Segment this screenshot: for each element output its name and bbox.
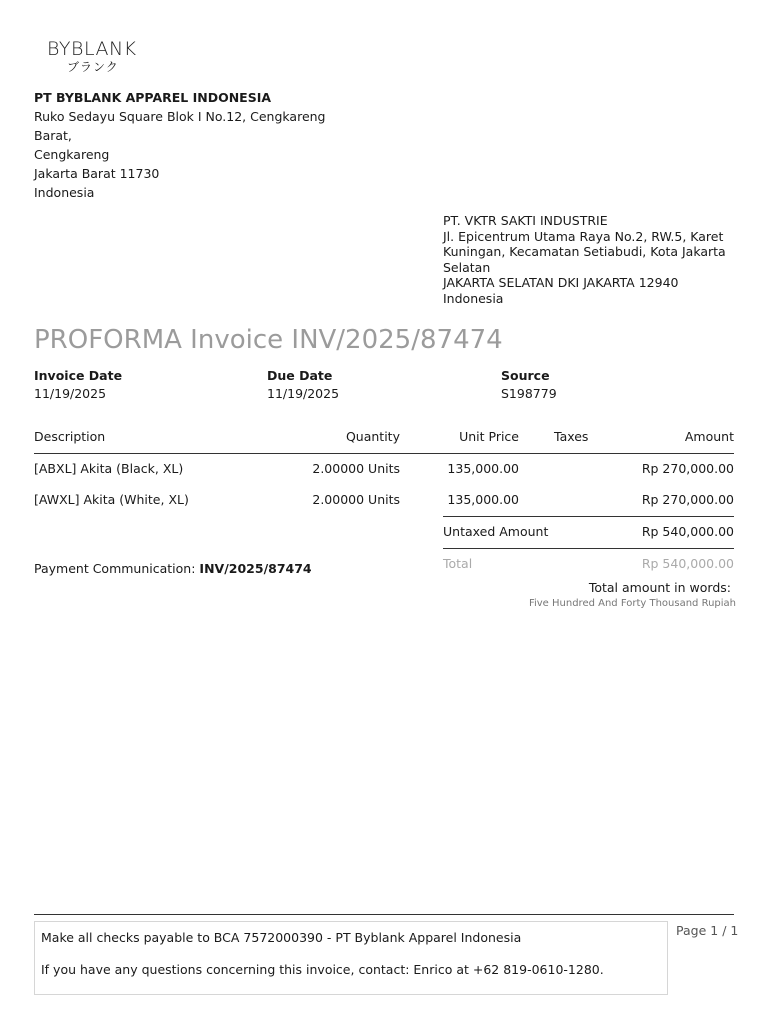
page-total: 1: [730, 923, 739, 938]
total-label: Total: [443, 556, 473, 571]
page-number: [676, 923, 738, 938]
company-name: PT BYBLANK APPAREL INDONESIA: [34, 90, 272, 105]
footer-contact-note: If you have any questions concerning this invoice, contact: Enrico at +62 819-0610-1280.: [41, 962, 604, 977]
payment-communication: [34, 561, 312, 576]
line-item-description: [ABXL] Akita (Black, XL): [34, 461, 184, 476]
company-logo-subtitle: ブランク: [67, 60, 119, 74]
due-date-value: 11/19/2025: [267, 386, 340, 401]
column-header-unit-price: Unit Price: [459, 429, 519, 444]
invoice-date-label: Invoice Date: [34, 368, 123, 383]
page-separator: /: [722, 923, 727, 938]
company-logo: BYBLANK: [47, 38, 137, 60]
page-label: Page: [676, 923, 707, 938]
due-date-block: [267, 367, 339, 403]
table-header-divider: [34, 453, 734, 454]
line-item-quantity: 2.00000 Units: [312, 461, 400, 476]
footer-payment-note: Make all checks payable to BCA 7572000390 - PT Byblank Apparel Indonesia: [41, 930, 522, 945]
line-item-description: [AWXL] Akita (White, XL): [34, 492, 189, 507]
untaxed-amount-label: Untaxed Amount: [443, 524, 549, 539]
company-country: Indonesia: [34, 185, 95, 200]
company-address: [34, 88, 364, 202]
footer-divider: [34, 914, 734, 915]
recipient-address-line: Jl. Epicentrum Utama Raya No.2, RW.5, Karet Kuningan, Kecamatan Setiabudi, Kota Jakarta Selatan: [443, 228, 726, 275]
column-header-description: Description: [34, 429, 106, 444]
untaxed-amount-value: Rp 540,000.00: [641, 524, 734, 539]
recipient-name: PT. VKTR SAKTI INDUSTRIE: [443, 213, 608, 228]
column-header-taxes: Taxes: [554, 429, 589, 444]
invoice-title: PROFORMA Invoice INV/2025/87474: [34, 325, 503, 355]
total-divider: [443, 548, 734, 549]
payment-communication-value: INV/2025/87474: [199, 561, 312, 576]
company-address-line: Ruko Sedayu Square Blok I No.12, Cengkareng Barat,: [34, 109, 326, 143]
invoice-date-block: [34, 367, 122, 403]
column-header-quantity: Quantity: [345, 429, 400, 444]
source-block: [501, 367, 557, 403]
due-date-label: Due Date: [267, 368, 333, 383]
recipient-country: Indonesia: [443, 290, 504, 306]
invoice-date-value: 11/19/2025: [34, 386, 107, 401]
line-item-unit-price: 135,000.00: [447, 461, 519, 476]
totals-divider: [443, 516, 734, 517]
total-words-label: Total amount in words:: [588, 580, 731, 595]
line-item-amount: Rp 270,000.00: [641, 492, 734, 507]
company-address-line: Jakarta Barat 11730: [34, 166, 160, 181]
line-item-unit-price: 135,000.00: [447, 492, 519, 507]
payment-communication-label: Payment Communication:: [34, 561, 196, 576]
total-words-value: Five Hundred And Forty Thousand Rupiah: [528, 598, 736, 609]
source-value: S198779: [501, 386, 557, 401]
recipient-address: [443, 213, 733, 306]
page-current: 1: [710, 923, 719, 938]
recipient-address-line: JAKARTA SELATAN DKI JAKARTA 12940: [443, 275, 679, 290]
total-value: Rp 540,000.00: [641, 556, 734, 571]
line-item-quantity: 2.00000 Units: [312, 492, 400, 507]
column-header-amount: Amount: [684, 429, 734, 444]
company-address-line: Cengkareng: [34, 147, 110, 162]
source-label: Source: [501, 368, 550, 383]
footer-notes: [34, 921, 668, 995]
line-item-amount: Rp 270,000.00: [641, 461, 734, 476]
